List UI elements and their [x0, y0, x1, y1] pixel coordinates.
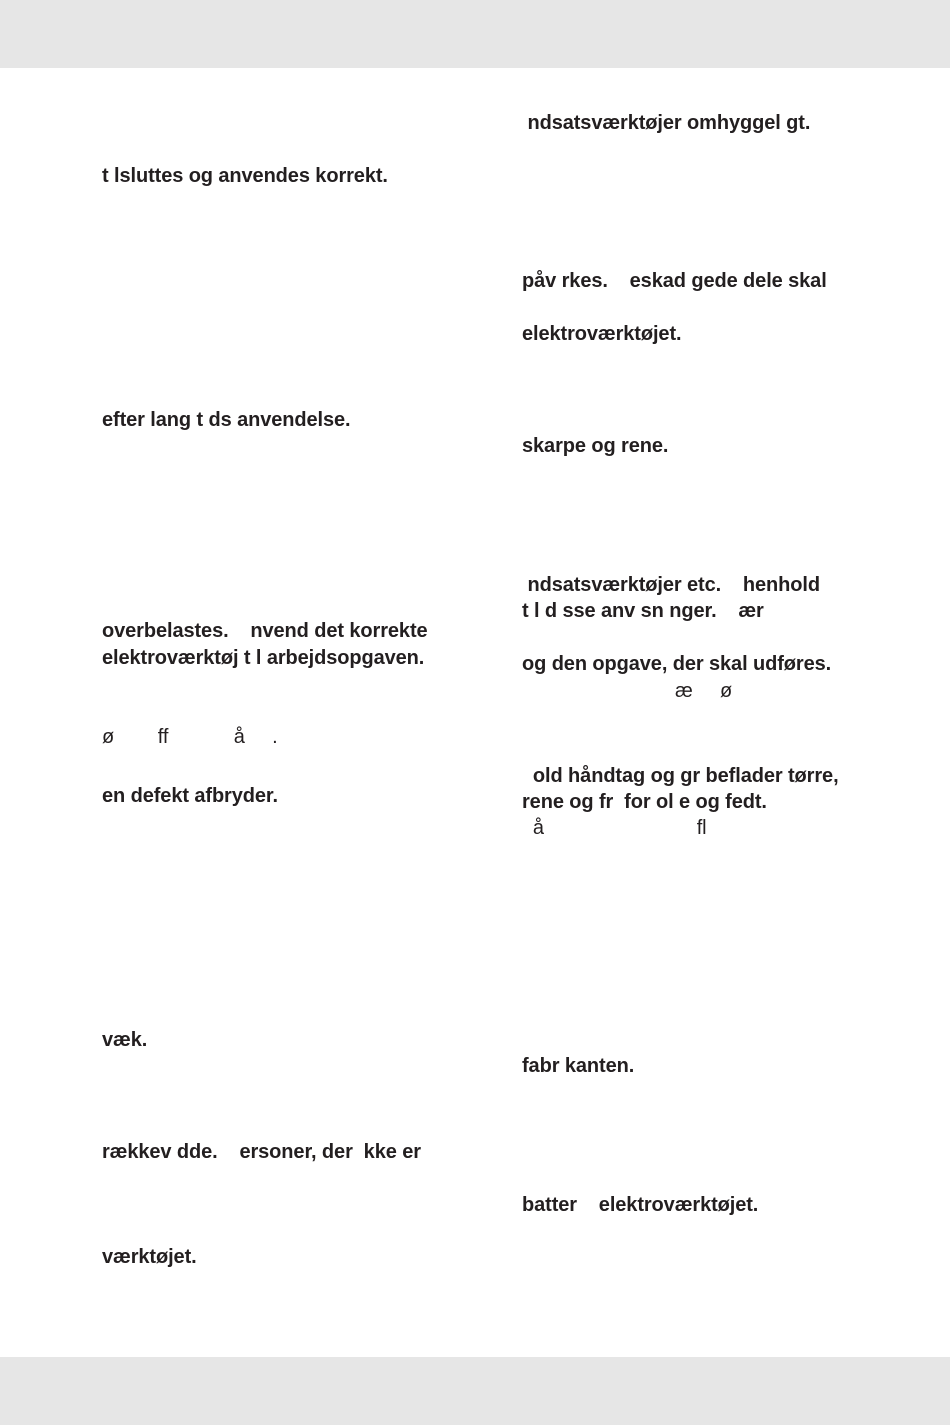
- text-line-fragment: ø ff å .: [102, 726, 278, 748]
- text-line-fragment: æ ø: [675, 680, 733, 702]
- text-line: skarpe og rene.: [522, 435, 669, 457]
- footer-band: [0, 1357, 950, 1425]
- text-line: værktøjet.: [102, 1246, 197, 1268]
- text-line: batter elektroværktøjet.: [522, 1194, 759, 1216]
- text-line: overbelastes. nvend det korrekte: [102, 620, 428, 642]
- text-line: efter lang t ds anvendelse.: [102, 409, 351, 431]
- text-line: t l d sse anv sn nger. ær: [522, 600, 764, 622]
- header-band: [0, 0, 950, 68]
- text-line: en defekt afbryder.: [102, 785, 278, 807]
- text-line: rene og fr for ol e og fedt.: [522, 791, 767, 813]
- text-line: væk.: [102, 1029, 148, 1051]
- text-line: fabr kanten.: [522, 1055, 635, 1077]
- text-line: elektroværktøj t l arbejdsopgaven.: [102, 647, 425, 669]
- text-line: ndsatsværktøjer etc. henhold: [522, 574, 820, 596]
- text-line-fragment: å fl: [522, 817, 707, 839]
- text-line: ndsatsværktøjer omhyggel gt.: [522, 112, 811, 134]
- text-line: old håndtag og gr beflader tørre,: [522, 765, 839, 787]
- text-line: og den opgave, der skal udføres.: [522, 653, 832, 675]
- text-line: t lsluttes og anvendes korrekt.: [102, 165, 388, 187]
- text-line: elektroværktøjet.: [522, 323, 682, 345]
- text-line: rækkev dde. ersoner, der kke er: [102, 1141, 421, 1163]
- text-line: påv rkes. eskad gede dele skal: [522, 270, 827, 292]
